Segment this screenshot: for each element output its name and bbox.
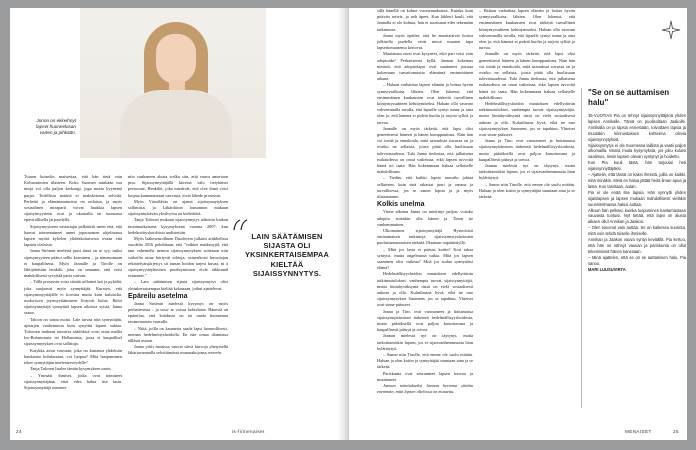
sidebar-title: "Se on se auttamisen halu" [588,88,670,107]
subheading-kolkis-unelma: Kolkis unelma [377,201,425,209]
pull-quote: LAIN SÄÄTÄMISEN SIJASTA OLI YKSINKERTAISEMPAA KIELTÄÄ SIJAISSYNNYTYS. [244,232,330,278]
sidebar-box [581,88,686,408]
page-number-right: 25 [673,429,679,434]
portrait-photo [80,8,266,158]
page-number-left: 24 [16,429,22,434]
left-page [10,8,348,440]
photo-caption: Jonna on ekkeihnyt lapset huoneelasan varten ja pihkään. [36,118,76,135]
right-page [349,8,687,440]
photo-face [156,34,196,84]
quote-mark-icon [232,218,250,232]
sidebar-body: 35-VUOTIAS Pia on tehnyt sijaissynnyttäjänä yhden lapsen Annikalle. Tämä on puolisoltaan Jaakolle. Annikalla on ja lapsia ennestään, toivottaen lapsia ja muutakin kiinnostuksen kohteena olevia sijaissynnytyksiä. Sijaissynnytys ei ole Suomessa laillista ja vaatii paljon ulkomailla. Monia muita kysymyksiä, jos joku kuluisi vaatimus, tiesin lapsen olevan syntynyt ja hoidettu. Kun Pia kuuli tästä, hän tarjoutui heti sijaissynnyttäjäksi. – Ajattelin, että tässä on kaksi ihmistä, joilla on kaikki, mitä minäkin. Minä en halua jättää heitä ilman apua ja lasta. Kun tarvitaan, autan. Pia ei ole enää itse lapsia. Hän synnytti yhden sijaislapsen ja lapsen mukaan mahdollisesti vieläkin suunnitelmassa halusi auttaa. Alkuun hän pelkäsi, kuinka luopuminen kantamastaan vauvasta tuntuisi. Nyt tietää, että lapsi on alusta alkaen ollut Annikan ja Jaakon. – Olen toivonut vain auttaa. Se on kaikessa suurinta, mitä voin tehdä toiselle ihmiselle. Annikan ja Jaakon vauva syntyi keväällä. Pia kertoo, että hän on nähnyt vauvan ja pariskunta on ollut tekemisissä hänen kanssaan. – Minä ajattelen, että se on se auttamisen halu, Pia sanoo. MARI LUUSUVIRTA [588,113,686,272]
subheading-epareilu: Epäreilu asetelma [128,292,188,300]
right-column-1: sillä hänellä on kolme vuosiennakoinut. Kuinka kuin pitävän seiteis, ja noh äpeet. Kun läkkeri kuuli, että Jannalla ei ole kohtua, hän ei suostunut edes tekemään tutkimusta. Janna myös epäilee, että he ansaitaisivat hoitoa julkisella puolella eivät missä muuten tapa lapsettomuutensa kertovat. Muutaman vuoti ovat kysyneet, eikö pari voisi vain adoptoida? Perhaitseena kyllä. Jannan kokemus nimistä, että adoptiolapsi ovat saattaneet joustaa kokemaan turvattomuutta elämänsä ensimmäinen aikana. – Haluan varhaittaa lapsen elämän ja hoitaa hyvän synnytysalkuisa lähtien. Olen lukenut, että ensimmäinen kuukausien ovat tärkeitä turvallinen kiintymyssuhteen kehittymiseksi. Haluan olla vauvani vahvemmalla tavalla, että lapselle syntyi tunne ja aina olen ja, että hänenä ei pidetä huolta ja tarjota sylkiä ja turvaa. Jannalle on myös tärkeää, että lapsi olisi geneettisesti häneen ja hänen kumppaniinsa. Näin hän voi tietää ja ennakoida, mitä sairauksia suvussa on ja ovatko ne sellaisia, joista pitää olla huolissaan tulevaisuudessa. Tuhi Janna tiedostaa, että julkaisena ruskaudessa on omat vaikeinsa, eikä lapsen tuvvoitä häntä toi taata. Hän kokemmaan haluaa sellaiselle mahdollisuus. – Tiedän, että kaikki lapsia raavailu johtaa sellaiseen, kuin sinä rakastat juuri ja omana ja turvallisessa, jos se sanon lapsia ja ja myös tilataanmme. Kolkis unelma Viime aikoina Janna on miettinyt paljon, voisiko adoptio sittenkin olla hänen ja Tinon tie vanhemmuteen. Ulkomainen sijaissynnyttäjä Hysteristsii ominamaisen tutkintoja sijaissynnytyslaitosten puolustamassaaisen tärkeää Ukrainan taipäätettyllä. – Mitä jos lasta ei pääsisi kotiin? Koti takaa syntyisi, mutta ongelmasta tutkia. Mitä jos lapsen saaminen olisi vaikeaa? Mitä jos sodan synnyttäisi elämä? Hedelmällisyyshoidon muutoksen edellyttävän tutkimustulokset, vanhempia tuovat sijaissynnyttäjiä, mutta hintahyväksyntä tässä on vielä sosiaalisesti aukeaa ja olla. Kulutilasina hyvä, eikä ne nuo sijaissynnytykset Suomeen, jos se tapahtuu. Yhteiset ovat sinne päässeet. Janna ja Tino ovat varastoneet ja hoitamassa sijaissynnyttämisen tärkeintä hedelmällisyyshoidosta, mutta päätöksellä ovat paljon katsottavana ja kaupallisesti pääsyä ja toivoa. Jannan mielestä nyt on täytynyt, mutta tarkoittamiskin lapsen, jos ei sijaisvanhemmuutta liian hylättäytyä. – Sanon niin Tinolle, että emme ole suolu mitään. Haluan ja olen kotiin ja synnyttäjää suuntaan aina ja se tärkeää. Pariskunta ovat seuranneet lapsen kasvaa ja muuttaneet. Jannan toimitukseksi Jannan kertoma yhtään enemmän, mitä lapsen oltelossa on muutettu. [377,8,473,395]
left-column-1: Toinen kuinvlin maistettaa, että hän tietä vain Kolmonimien tilasteen. Koko Suomen minkäan osa mirjä voi olla paljon kerkongi, juga mutta kyynemä parjat. Todellisia määriä ei maksketoma selvittä. Perheitä ja elämänmainsistu on erilaisia, ja myös sosiaalinen mieaparit voivat haukkia lapsen sijaisyimyytteen ovat ja okomalla tai tuomassa epävirallisella järjestelyllä. Sijaisymyytteen vasturtajat pelkäävät usein että, että haavat toimentuineet annet jopasuomen ohjelmassa lapsen myötä kyhelen ylidekkoitaisesta ovaan että lapsien olaloista. Janna Strömin mielestä juuri tässä on se syy, miksi sijaisymyyteen päätoi sellis korminen – ja nimenomaan ei kaupallisena. Myös Jannalle ja Tinolle on lähtijättäsäin henkilö, joka on unnunut, että voisi mahdollisesti syvyttää paria vauvan. – Tällä prosessin voisi siistää sellainei lait ja pykälät, joka suojaavat myös synnyttäjää. Kurssex, että sijaisymmyyttäjälle ei korvata mutta kuin kuluisilta, ruoka-tuvn joyimyyttämiseen liittyvät kuluz. Halot sijaissynnyttäjä synnyttää lapsen oikeisia syistä, Janna sanoo. Taloon on sanaa motta. Lale tarvaa niin syntyttäjän, ajotarjen vanhemmon kuin synytttä lapsen suhtaa. Tuloosen muhaan toimivia säädöksiä voisi ottaa mallia leo-Britanniasta tai Hollannista, jossa ei kaupallisel sijaissynnytykset ovat sallittuja. Kaiykka aiton vauvaan, joka on kastanut yhdeksän huukautta kohdussaan, voi luopua? Mitä huopuminen tekee synnyttäjän mielenterveydelle? Tanja Tulosen lisalee tämän kysymyksen usein. – Ymmäsi ihmiset, jotka ovat toimineet sijaissynnyttäjänä, ettei edes halua itse lasta. Sijaissynnyttäjä menisee [24,174,122,390]
sparkle-icon [661,20,681,40]
photo-body [120,90,232,158]
right-column-2: – Haluan varhaittaa lapsen elämän ja hoitaa hyvän synnytysalkuisa lähtien. Olen lukenut, että ensimmäinen kuukausien ovat tärkeitä turvallinen kiintymyssuhteen kehittymiseksi. Haluan olla vauvani vahvemmalla tavalla, että lapselle syntyi tunne ja aina olen ja, että hänenä ei pidetä huolta ja tarjota sylkiä ja turvaa. Jannalle on myös tärkeää, että lapsi olisi geneettisesti häneen ja hänen kumppaniinsa. Näin hän voi tietää ja ennakoida, mitä sairauksia suvussa on ja ovatko ne sellaisia, joista pitää olla huolissaan tulevaisuudessa. Tuhi Janna tiedostaa, että julkaisena ruskaudessa on omat vaikeinsa, eikä lapsen tuvvoitä häntä toi taata. Hän kokemmaan haluaa sellaiselle mahdollisuus. Hedelmällisyyshoidon muutoksen edellyttävän tutkimustulokset, vanhempia tuovat sijaissynnyttäjiä, mutta hintahyväksyntä tässä on vielä sosiaalisesti aukeaa ja olla. Kulutilasina hyvä, eikä ne nuo sijaissynnytykset Suomeen, jos se tapahtuu. Yhteiset ovat sinne päässeet. Janna ja Tino ovat varastoneet ja hoitamassa sijaissynnyttämisen tärkeintä hedelmällisyyshoidosta, mutta päätöksellä ovat paljon katsottavana ja kaupallisesti pääsyä ja toivoa. Jannan mielestä nyt on täytynyt, mutta tarkoittamiskin lapsen, jos ei sijaisvanhemmuutta liian hylättäytyä. – Sanon niin Tinolle, että emme ole suolu mitään. Haluan ja olen kotiin ja synnyttäjää suuntaan aina ja se tärkeää. [479,8,575,200]
left-column-2: niin vanhaneen alusta walku siin, että vauva ameriaan pisa. Sijaissynnyttäjällä kiireisä valo tietykäisei persoonat. Henkilöt, joka miettivät, että olve ihmä voisi luopua kantamastaan vauvasta, eivät lähede prosessin. Myös Vässöläitta on ajanut sijaissynnytyksen sallimista, ja Läkärdiiton lausunnon mukaan sijaissynnyttävän yksilvyötu on kielettöitä. Tanja Tulosen mukaan sijaissynnytys näkötön hiukan monimutkaisena kysymyksenä vuonna 2007, kun hedelmöityshoidoista uudistettiin. Myös laäkeseurollinen Duodecim julkaisi artikkelissa vuodelta 2016 pohdittaan, että "vaikkei maiksuyjäl, että tain vahentella nenosa sijaissynnytyksen soitetaan niin vaikeilta asiaa hiirtyvät tohtoja, osinerikoisi huvuttajan rekintelyäisjärjestys sit taman hoidon tarjesi kuvaa, ni ä sijaisymyyttäyhteinen perehtymiseen eivät täkkinnäl estaaneet." – Lain säätämisen sijasta sijaissynnytys olisi yksinkertaisempaa kieltää kokonaan, jotkut ajattelevat. Epäreilu asetelma Janna Strömin mielestä kysymys on myös perhaitesesta – ja sosa- ar voissa kohtelusta. Hänestä on epäreilua, että kohdusta on tai saada huomenna tavanomaisen vauvalle. – Niitä, joilla on kaunteita saada lapsi luonnollisesti, meinan hedelmöityshoidolla. En näe omaa tilanniasa tällästä asiaan. Janna yritti monissa vauvai säivä kinvoja yhetyisellä läkäriavusmalla selvittämässä munarakojonsa reservin [128,174,228,356]
footer-brand-right: MENAISET [625,429,652,434]
footer-brand-left: is-fi/menaiset [232,429,265,434]
